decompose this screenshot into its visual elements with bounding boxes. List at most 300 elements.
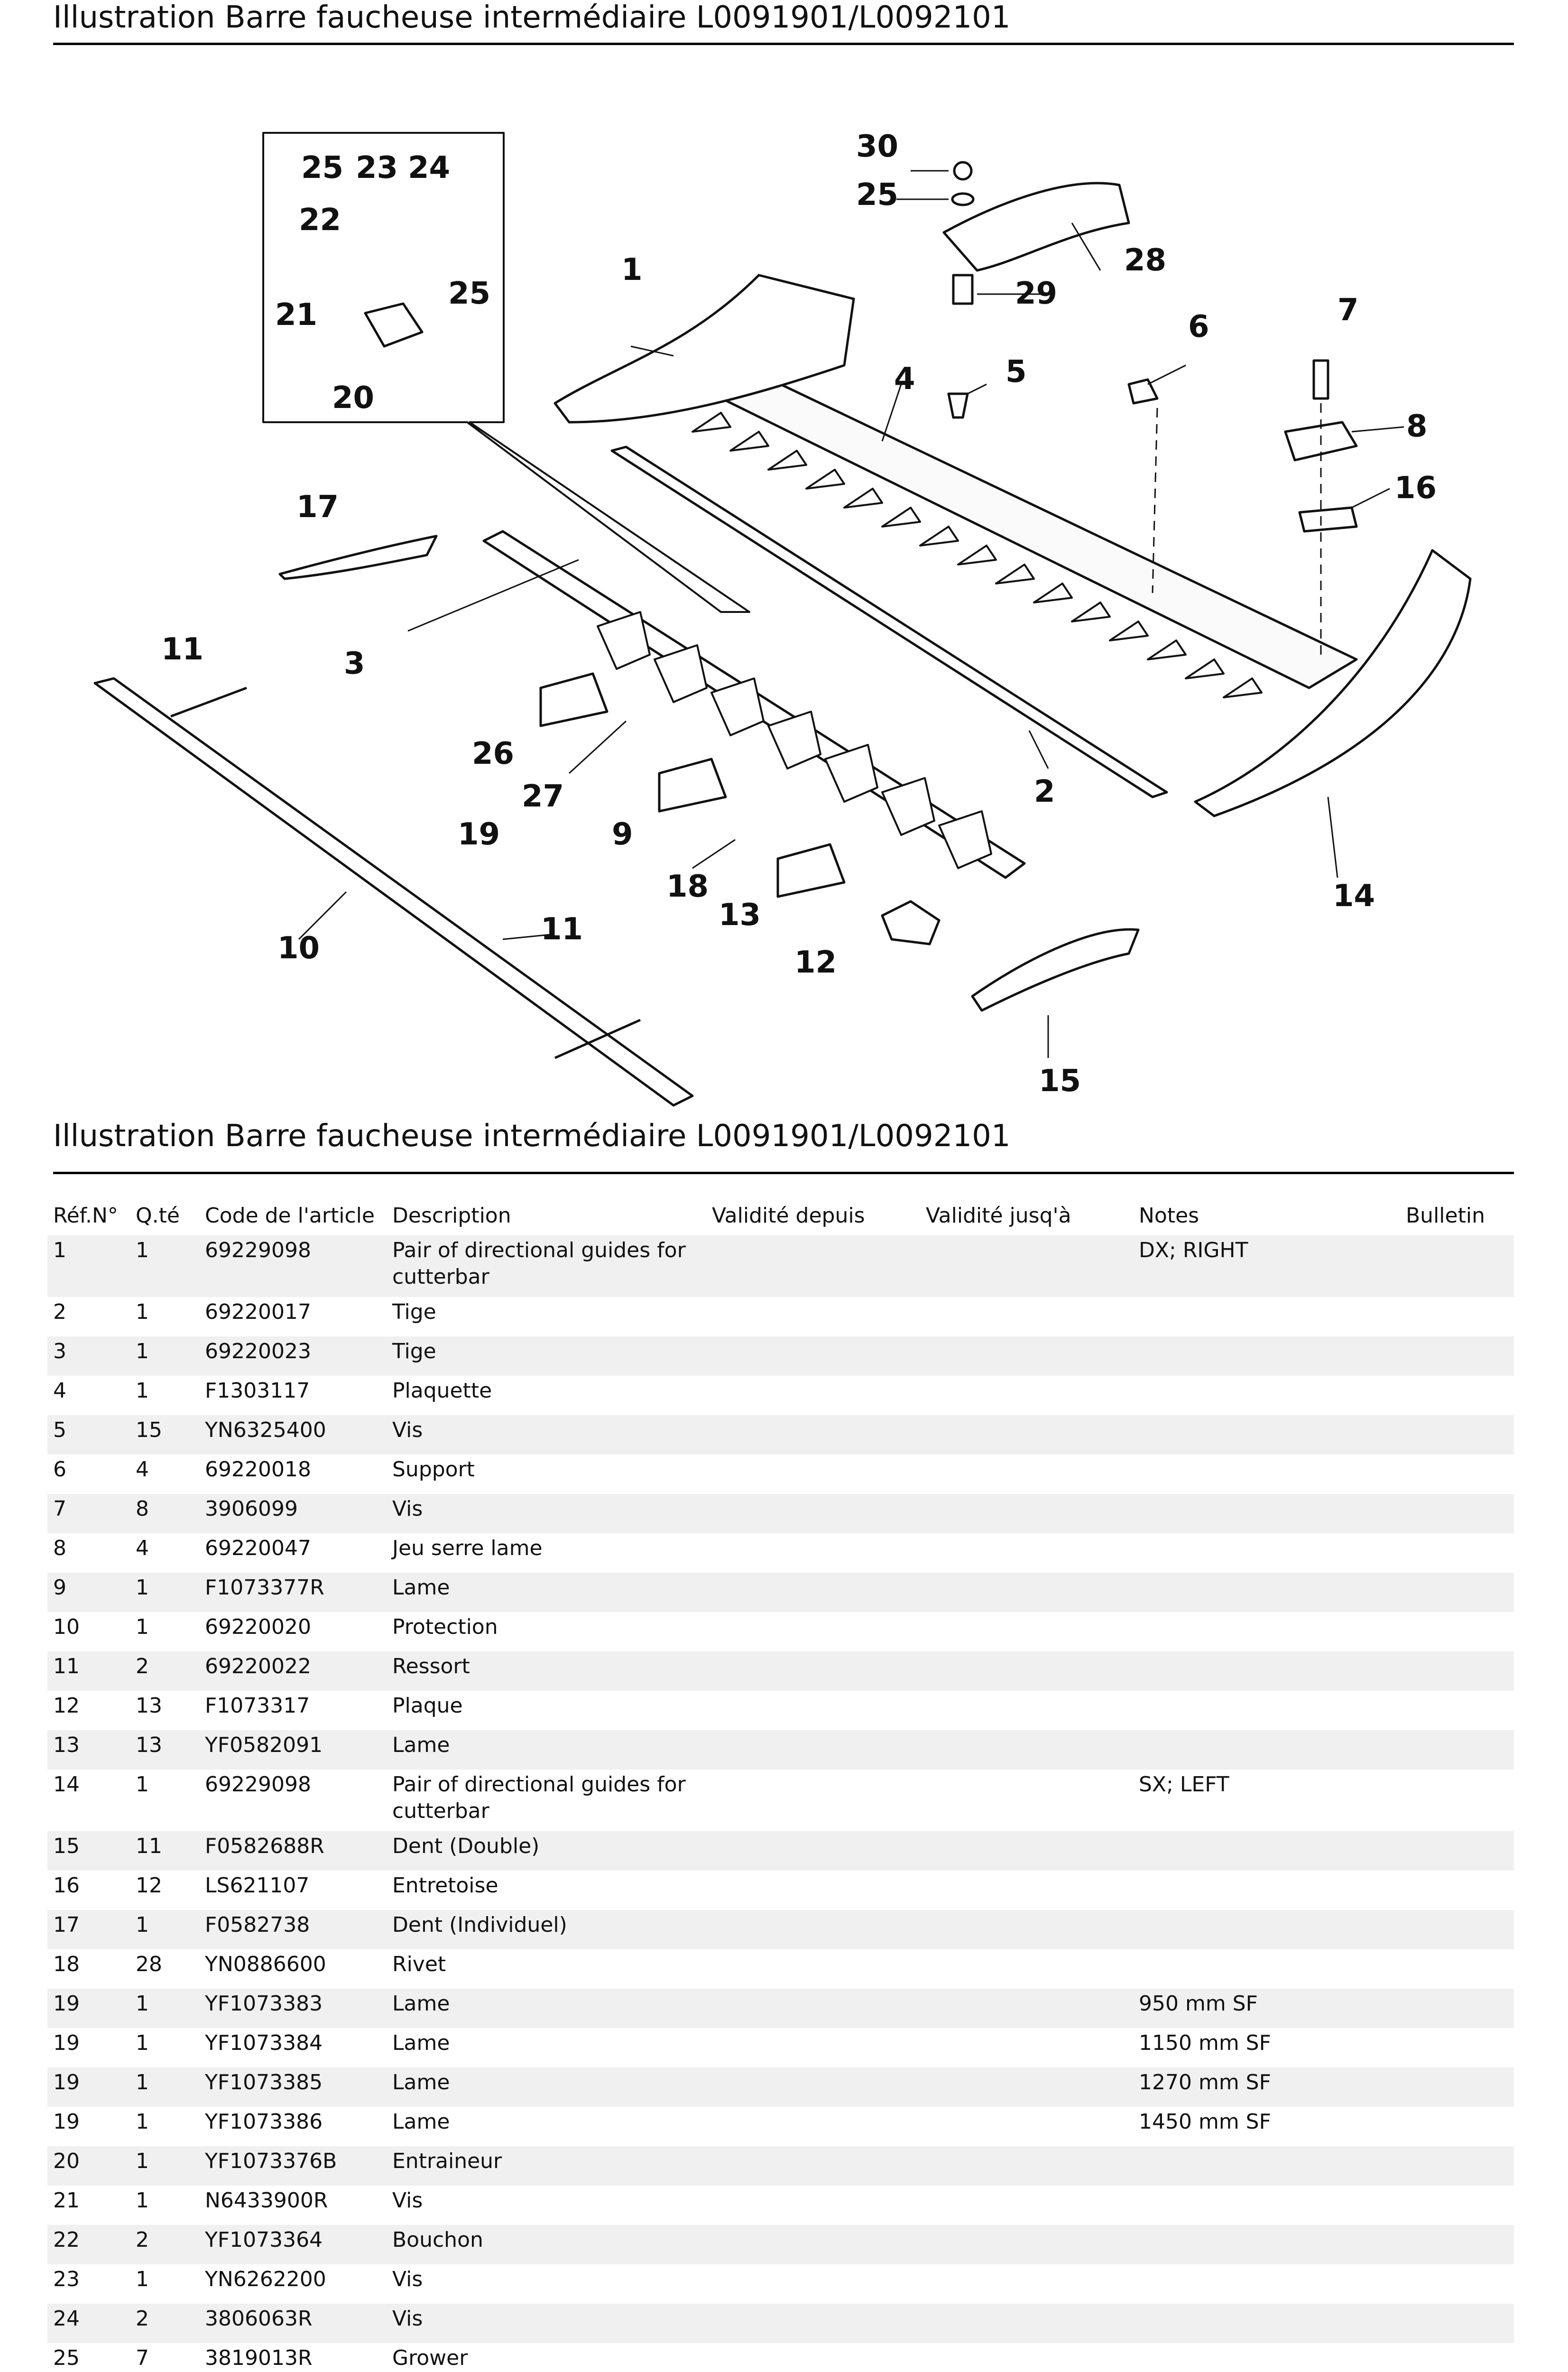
parts-table: [47, 1195, 1514, 2372]
table-section-divider: [53, 1172, 1514, 1174]
cell-notes: [1133, 1455, 1400, 1494]
cell-valid-to: [920, 2264, 1133, 2304]
cell-ref: 21: [47, 2186, 130, 2225]
cell-qty: 4: [130, 1533, 199, 1573]
cell-valid-to: [920, 1573, 1133, 1612]
cell-code: YN6325400: [199, 1415, 387, 1455]
cell-description: Lame: [387, 1730, 706, 1770]
cell-code: 69220023: [199, 1336, 387, 1376]
cell-valid-from: [706, 2186, 920, 2225]
cell-notes: [1133, 2304, 1400, 2343]
cell-description: Vis: [387, 2186, 706, 2225]
cell-bulletin: [1400, 2264, 1514, 2304]
cell-code: F1073317: [199, 1691, 387, 1730]
cell-code: YF1073386: [199, 2107, 387, 2146]
column-header-valid-to: Validité jusq'à: [926, 1203, 1071, 1228]
cell-description: Entraineur: [387, 2146, 706, 2186]
cell-description: Vis: [387, 1494, 706, 1533]
column-header-ref: Réf.N°: [53, 1203, 118, 1228]
table-row: [47, 1871, 1514, 1910]
cell-ref: 10: [47, 1612, 130, 1651]
cell-code: 69220022: [199, 1651, 387, 1691]
cell-ref: 19: [47, 2028, 130, 2067]
table-row: [47, 1612, 1514, 1651]
table-row: [47, 2028, 1514, 2067]
part-bolt-29: [953, 275, 972, 304]
cell-valid-to: [920, 2028, 1133, 2067]
cell-ref: 24: [47, 2304, 130, 2343]
cell-notes: 1270 mm SF: [1133, 2067, 1400, 2107]
cell-bulletin: [1400, 1989, 1514, 2028]
table-row: [47, 2304, 1514, 2343]
cell-code: YF1073385: [199, 2067, 387, 2107]
cell-ref: 2: [47, 1297, 130, 1336]
table-row: [47, 2186, 1514, 2225]
cell-valid-from: [706, 2067, 920, 2107]
callout-25-inset-b: 25: [448, 276, 491, 311]
cell-valid-from: [706, 1651, 920, 1691]
callout-13: 13: [719, 898, 761, 933]
cell-valid-to: [920, 1494, 1133, 1533]
callout-2: 2: [1034, 774, 1055, 809]
callout-26: 26: [472, 736, 515, 771]
part-section-9: [659, 759, 726, 811]
cell-ref: 3: [47, 1336, 130, 1376]
cell-bulletin: [1400, 1612, 1514, 1651]
cell-qty: 4: [130, 1455, 199, 1494]
table-row: [47, 1730, 1514, 1770]
cell-code: 3906099: [199, 1494, 387, 1533]
cell-valid-to: [920, 2343, 1133, 2372]
exploded-parts-diagram: [0, 62, 1568, 1115]
cell-valid-from: [706, 1910, 920, 1949]
cell-qty: 1: [130, 1910, 199, 1949]
cell-description: Plaquette: [387, 1376, 706, 1415]
callout-4: 4: [894, 361, 915, 397]
table-row: [47, 1415, 1514, 1455]
column-header-description: Description: [392, 1203, 511, 1228]
page-title: Illustration Barre faucheuse intermédiaire L0091901/L0092101: [53, 0, 1011, 35]
cell-notes: 1450 mm SF: [1133, 2107, 1400, 2146]
cell-bulletin: [1400, 1376, 1514, 1415]
cell-description: Vis: [387, 1415, 706, 1455]
callout-18: 18: [666, 869, 709, 904]
part-plate-12: [882, 901, 939, 944]
cell-qty: 13: [130, 1730, 199, 1770]
cell-notes: [1133, 1336, 1400, 1376]
cell-bulletin: [1400, 1455, 1514, 1494]
callout-14: 14: [1333, 879, 1375, 914]
cell-qty: 1: [130, 2146, 199, 2186]
cell-ref: 13: [47, 1730, 130, 1770]
cell-code: F1303117: [199, 1376, 387, 1415]
cell-bulletin: [1400, 2186, 1514, 2225]
cell-notes: [1133, 1415, 1400, 1455]
cell-description: Jeu serre lame: [387, 1533, 706, 1573]
cell-code: N6433900R: [199, 2186, 387, 2225]
cell-code: YF1073383: [199, 1989, 387, 2028]
cell-bulletin: [1400, 1831, 1514, 1871]
cell-ref: 22: [47, 2225, 130, 2264]
cell-ref: 23: [47, 2264, 130, 2304]
cutter-teeth: [655, 394, 1262, 697]
cell-code: YF1073384: [199, 2028, 387, 2067]
cell-notes: [1133, 2225, 1400, 2264]
cell-ref: 5: [47, 1415, 130, 1455]
part-nut-30: [954, 162, 971, 179]
callout-12: 12: [794, 945, 837, 980]
cell-qty: 1: [130, 2028, 199, 2067]
cell-bulletin: [1400, 2107, 1514, 2146]
cell-valid-to: [920, 1297, 1133, 1336]
cell-qty: 2: [130, 1651, 199, 1691]
cell-valid-to: [920, 1949, 1133, 1989]
cell-code: YF1073364: [199, 2225, 387, 2264]
cell-notes: [1133, 1871, 1400, 1910]
cell-bulletin: [1400, 1415, 1514, 1455]
cell-valid-from: [706, 2264, 920, 2304]
cell-notes: [1133, 1831, 1400, 1871]
table-row: [47, 1770, 1514, 1831]
cell-ref: 20: [47, 2146, 130, 2186]
cell-bulletin: [1400, 1297, 1514, 1336]
cell-description: Ressort: [387, 1651, 706, 1691]
callout-20: 20: [332, 380, 375, 416]
part-washer-25: [952, 194, 973, 205]
cell-notes: [1133, 1612, 1400, 1651]
cell-valid-from: [706, 1573, 920, 1612]
cell-notes: [1133, 1910, 1400, 1949]
cell-bulletin: [1400, 2225, 1514, 2264]
cell-description: Pair of directional guides for cutterbar: [387, 1770, 706, 1831]
cell-valid-to: [920, 2107, 1133, 2146]
cell-qty: 1: [130, 2107, 199, 2146]
cell-description: Support: [387, 1455, 706, 1494]
part-spacer-16: [1300, 508, 1356, 531]
cell-notes: [1133, 2264, 1400, 2304]
cell-valid-from: [706, 1297, 920, 1336]
cell-valid-to: [920, 1235, 1133, 1297]
cell-valid-from: [706, 1235, 920, 1297]
cell-valid-to: [920, 1691, 1133, 1730]
table-section-title: Illustration Barre faucheuse intermédiaire L0091901/L0092101: [53, 1119, 1011, 1154]
cell-ref: 12: [47, 1691, 130, 1730]
cell-bulletin: [1400, 1336, 1514, 1376]
column-header-valid-from: Validité depuis: [712, 1203, 865, 1228]
column-header-notes: Notes: [1139, 1203, 1199, 1228]
cell-qty: 11: [130, 1831, 199, 1871]
table-row: [47, 2146, 1514, 2186]
cell-valid-from: [706, 1691, 920, 1730]
cell-valid-from: [706, 2304, 920, 2343]
cell-ref: 15: [47, 1831, 130, 1871]
cell-notes: [1133, 1494, 1400, 1533]
cell-ref: 1: [47, 1235, 130, 1297]
cell-qty: 1: [130, 1297, 199, 1336]
part-bolt-5: [949, 394, 968, 417]
cell-valid-to: [920, 2067, 1133, 2107]
cell-valid-from: [706, 2225, 920, 2264]
cell-code: 69220020: [199, 1612, 387, 1651]
cell-ref: 19: [47, 2107, 130, 2146]
cell-qty: 1: [130, 2067, 199, 2107]
cell-code: YF1073376B: [199, 2146, 387, 2186]
cell-valid-from: [706, 1336, 920, 1376]
cell-ref: 25: [47, 2343, 130, 2372]
callout-1: 1: [621, 252, 643, 287]
cell-valid-to: [920, 1455, 1133, 1494]
cell-code: F0582688R: [199, 1831, 387, 1871]
cell-code: 69220047: [199, 1533, 387, 1573]
cell-notes: [1133, 1651, 1400, 1691]
cell-valid-from: [706, 1455, 920, 1494]
cell-bulletin: [1400, 1949, 1514, 1989]
cell-notes: [1133, 1949, 1400, 1989]
callout-16: 16: [1394, 471, 1437, 506]
callout-21: 21: [275, 297, 318, 333]
cell-ref: 17: [47, 1910, 130, 1949]
cell-ref: 19: [47, 1989, 130, 2028]
cell-bulletin: [1400, 1730, 1514, 1770]
cell-valid-to: [920, 1415, 1133, 1455]
cell-code: F1073377R: [199, 1573, 387, 1612]
cell-valid-to: [920, 2146, 1133, 2186]
callout-9: 9: [612, 817, 633, 852]
table-row: [47, 2264, 1514, 2304]
cell-ref: 11: [47, 1651, 130, 1691]
cell-qty: 7: [130, 2343, 199, 2372]
cell-valid-to: [920, 2304, 1133, 2343]
table-row: [47, 1573, 1514, 1612]
parts-table-header: [47, 1195, 1514, 1235]
cell-valid-from: [706, 1730, 920, 1770]
cell-ref: 7: [47, 1494, 130, 1533]
cell-bulletin: [1400, 2028, 1514, 2067]
cell-qty: 1: [130, 1573, 199, 1612]
table-row: [47, 1494, 1514, 1533]
table-row: [47, 2225, 1514, 2264]
cell-notes: [1133, 1533, 1400, 1573]
cell-notes: [1133, 1730, 1400, 1770]
cell-code: YN0886600: [199, 1949, 387, 1989]
cell-qty: 1: [130, 1235, 199, 1297]
callout-29: 29: [1015, 276, 1058, 311]
cell-description: Tige: [387, 1336, 706, 1376]
cell-qty: 12: [130, 1871, 199, 1910]
cell-valid-from: [706, 2343, 920, 2372]
callout-19: 19: [458, 817, 500, 852]
cell-valid-to: [920, 1376, 1133, 1415]
cell-code: LS621107: [199, 1871, 387, 1910]
cell-valid-to: [920, 2225, 1133, 2264]
cell-qty: 2: [130, 2304, 199, 2343]
cell-notes: [1133, 1376, 1400, 1415]
callout-30: 30: [856, 129, 899, 164]
callout-17: 17: [296, 490, 339, 525]
cell-valid-to: [920, 1533, 1133, 1573]
table-row: [47, 2343, 1514, 2372]
cell-code: 69229098: [199, 1235, 387, 1297]
table-row: [47, 1910, 1514, 1949]
cell-valid-to: [920, 2186, 1133, 2225]
cell-description: Plaque: [387, 1691, 706, 1730]
column-header-bulletin: Bulletin: [1406, 1203, 1485, 1228]
cell-valid-from: [706, 1989, 920, 2028]
table-row: [47, 1949, 1514, 1989]
cell-notes: [1133, 2186, 1400, 2225]
callout-3: 3: [344, 646, 365, 681]
part-bolt-7: [1314, 361, 1328, 398]
cell-ref: 9: [47, 1573, 130, 1612]
cell-ref: 16: [47, 1871, 130, 1910]
cell-description: Lame: [387, 1573, 706, 1612]
part-section-26: [541, 674, 607, 726]
title-divider: [53, 43, 1514, 45]
cell-valid-from: [706, 1494, 920, 1533]
table-row: [47, 1989, 1514, 2028]
cell-bulletin: [1400, 1235, 1514, 1297]
cell-description: Tige: [387, 1297, 706, 1336]
cell-valid-from: [706, 1612, 920, 1651]
cell-description: Lame: [387, 2028, 706, 2067]
cell-valid-to: [920, 1910, 1133, 1949]
cell-description: Pair of directional guides for cutterbar: [387, 1235, 706, 1297]
cell-ref: 8: [47, 1533, 130, 1573]
part-driver-20: [365, 304, 422, 346]
cell-qty: 1: [130, 1376, 199, 1415]
cell-valid-from: [706, 1949, 920, 1989]
cell-bulletin: [1400, 2067, 1514, 2107]
cell-description: Vis: [387, 2304, 706, 2343]
cell-valid-from: [706, 1871, 920, 1910]
table-row: [47, 1376, 1514, 1415]
cell-bulletin: [1400, 1651, 1514, 1691]
cell-description: Vis: [387, 2264, 706, 2304]
cell-bulletin: [1400, 1573, 1514, 1612]
cell-valid-to: [920, 1770, 1133, 1831]
part-guard-17: [280, 536, 436, 579]
cell-valid-from: [706, 2107, 920, 2146]
part-divider-14: [1195, 550, 1470, 816]
cell-description: Lame: [387, 2067, 706, 2107]
cell-bulletin: [1400, 2304, 1514, 2343]
callout-15: 15: [1039, 1064, 1081, 1099]
cell-valid-to: [920, 1831, 1133, 1871]
cell-valid-to: [920, 1612, 1133, 1651]
cell-valid-from: [706, 1533, 920, 1573]
callout-28: 28: [1124, 243, 1167, 278]
table-row: [47, 1533, 1514, 1573]
cell-qty: 1: [130, 2264, 199, 2304]
cell-qty: 2: [130, 2225, 199, 2264]
cell-valid-to: [920, 1730, 1133, 1770]
cell-description: Rivet: [387, 1949, 706, 1989]
cell-code: 3819013R: [199, 2343, 387, 2372]
callout-10: 10: [277, 931, 320, 966]
cell-qty: 1: [130, 2186, 199, 2225]
cell-description: Entretoise: [387, 1871, 706, 1910]
cell-ref: 14: [47, 1770, 130, 1831]
cell-valid-from: [706, 1376, 920, 1415]
cell-ref: 19: [47, 2067, 130, 2107]
cell-valid-from: [706, 2028, 920, 2067]
callout-11-left: 11: [161, 632, 204, 667]
cell-notes: [1133, 1573, 1400, 1612]
cell-description: Dent (Individuel): [387, 1910, 706, 1949]
cell-notes: 950 mm SF: [1133, 1989, 1400, 2028]
part-rod-2: [612, 447, 1167, 797]
cell-bulletin: [1400, 1533, 1514, 1573]
cell-valid-to: [920, 1336, 1133, 1376]
table-row: [47, 2107, 1514, 2146]
part-guard-15: [972, 929, 1138, 1010]
table-row: [47, 2067, 1514, 2107]
cell-notes: [1133, 2146, 1400, 2186]
callout-5: 5: [1005, 354, 1027, 389]
table-row: [47, 1691, 1514, 1730]
cell-description: Lame: [387, 1989, 706, 2028]
cell-valid-to: [920, 1651, 1133, 1691]
cell-notes: [1133, 1691, 1400, 1730]
cell-qty: 1: [130, 1336, 199, 1376]
cell-notes: [1133, 2343, 1400, 2372]
cell-valid-from: [706, 1831, 920, 1871]
parts-table-body: [47, 1235, 1514, 2372]
table-row: [47, 1297, 1514, 1336]
cell-qty: 28: [130, 1949, 199, 1989]
cell-bulletin: [1400, 1910, 1514, 1949]
cell-code: F0582738: [199, 1910, 387, 1949]
cell-code: 69229098: [199, 1770, 387, 1831]
table-row: [47, 1831, 1514, 1871]
callout-11-right: 11: [541, 912, 583, 947]
cell-description: Bouchon: [387, 2225, 706, 2264]
table-row: [47, 1336, 1514, 1376]
cell-qty: 1: [130, 1770, 199, 1831]
cell-code: 3806063R: [199, 2304, 387, 2343]
part-springs-11a: [171, 688, 247, 716]
cell-bulletin: [1400, 2146, 1514, 2186]
callout-7: 7: [1337, 293, 1359, 328]
cell-qty: 15: [130, 1415, 199, 1455]
cell-description: Protection: [387, 1612, 706, 1651]
callout-6: 6: [1188, 309, 1209, 344]
cell-qty: 13: [130, 1691, 199, 1730]
callout-22: 22: [299, 203, 341, 238]
cell-code: 69220017: [199, 1297, 387, 1336]
table-row: [47, 1651, 1514, 1691]
cell-bulletin: [1400, 1871, 1514, 1910]
cell-description: Dent (Double): [387, 1831, 706, 1871]
table-row: [47, 1235, 1514, 1297]
cell-valid-from: [706, 1770, 920, 1831]
cell-code: 69220018: [199, 1455, 387, 1494]
callout-25: 25: [856, 177, 899, 213]
callout-8: 8: [1406, 409, 1428, 444]
cell-valid-from: [706, 2146, 920, 2186]
cell-qty: 1: [130, 1612, 199, 1651]
part-support-6: [1129, 380, 1157, 403]
cell-qty: 8: [130, 1494, 199, 1533]
callout-24: 24: [408, 150, 451, 185]
cell-bulletin: [1400, 1691, 1514, 1730]
cell-notes: DX; RIGHT: [1133, 1235, 1400, 1297]
cell-bulletin: [1400, 1494, 1514, 1533]
cell-valid-to: [920, 1989, 1133, 2028]
cell-qty: 1: [130, 1989, 199, 2028]
callout-27: 27: [522, 779, 564, 814]
cell-notes: SX; LEFT: [1133, 1770, 1400, 1831]
